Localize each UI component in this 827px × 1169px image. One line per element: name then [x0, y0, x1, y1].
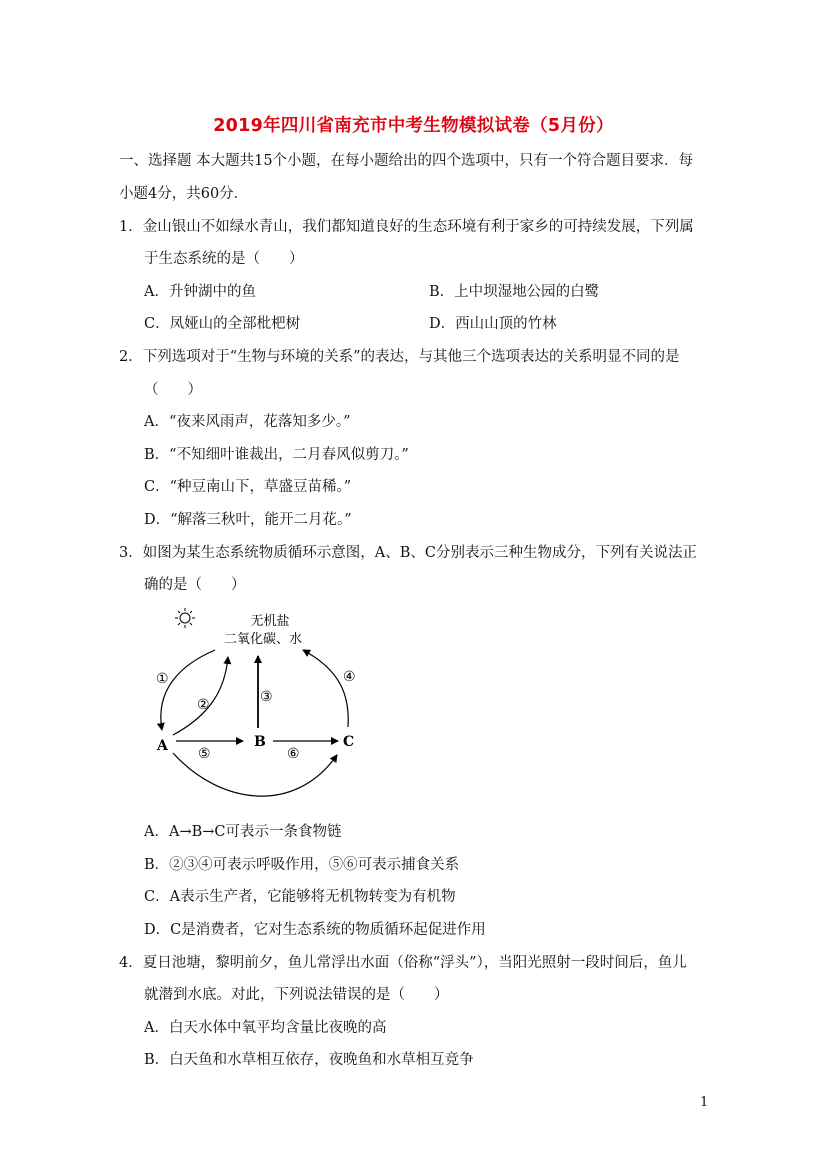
q4-option-a: A．白天水体中氧平均含量比夜晚的高 [144, 1020, 387, 1036]
page-number: 1 [700, 1095, 709, 1110]
node-c: C [343, 734, 355, 750]
node-b: B [254, 734, 266, 750]
q1-stem-line2: 于生态系统的是（ ） [144, 251, 304, 267]
q2-option-b: B．“不知细叶谁裁出，二月春风似剪刀。” [144, 447, 409, 463]
q4-stem-line1: 4．夏日池塘，黎明前夕，鱼儿常浮出水面（俗称“浮头”），当阳光照射一段时间后，鱼儿 [119, 955, 687, 971]
q3-option-d: D．C是消费者，它对生态系统的物质循环起促进作用 [144, 922, 486, 938]
q3-stem-line1: 3．如图为某生态系统物质循环示意图，A、B、C分别表示三种生物成分，下列有关说法正 [119, 545, 697, 561]
q4-stem-line2: 就潜到水底。对此，下列说法错误的是（ ） [144, 987, 449, 1003]
diagram-top-label-line2: 二氧化碳、水 [223, 632, 303, 647]
arrow-2 [173, 657, 228, 735]
arrow-4 [303, 650, 348, 727]
label-4: ④ [343, 669, 356, 685]
q1-option-d: D．西山山顶的竹林 [429, 316, 557, 332]
section-intro-line2: 小题4分，共60分． [119, 186, 249, 202]
node-a: A [157, 738, 168, 754]
sun-icon [175, 608, 195, 628]
q2-stem-line2: （ ） [144, 382, 202, 398]
label-6: ⑥ [287, 746, 300, 762]
q2-stem-line1: 2．下列选项对于“生物与环境的关系”的表达，与其他三个选项表达的关系明显不同的是 [119, 349, 680, 365]
label-1: ① [156, 671, 169, 687]
q3-option-a: A．A→B→C可表示一条食物链 [144, 824, 342, 840]
label-3: ③ [260, 689, 273, 705]
q1-option-c: C．凤娅山的全部枇杷树 [144, 316, 301, 332]
label-5: ⑤ [198, 746, 211, 762]
q1-option-b: B．上中坝湿地公园的白鹭 [429, 284, 600, 300]
section-intro-line1: 一、选择题 本大题共15个小题，在每小题给出的四个选项中，只有一个符合题目要求．每 [119, 153, 694, 169]
q2-option-c: C．“种豆南山下，草盛豆苗稀。” [144, 479, 352, 495]
q1-stem-line1: 1．金山银山不如绿水青山，我们都知道良好的生态环境有利于家乡的可持续发展，下列属 [119, 219, 694, 235]
q2-option-d: D．“解落三秋叶，能开二月花。” [144, 512, 352, 528]
q4-option-b: B．白天鱼和水草相互依存，夜晚鱼和水草相互竞争 [144, 1052, 474, 1068]
page-title: 2019年四川省南充市中考生物模拟试卷（5月份） [213, 116, 614, 136]
q3-stem-line2: 确的是（ ） [144, 577, 246, 593]
label-2: ② [197, 697, 210, 713]
q3-option-b: B．②③④可表示呼吸作用，⑤⑥可表示捕食关系 [144, 857, 460, 873]
q1-option-a: A．升钟湖中的鱼 [144, 284, 256, 300]
q2-option-a: A．“夜来风雨声，花落知多少。” [144, 414, 351, 430]
diagram-top-label-line1: 无机盐 [250, 614, 290, 629]
material-cycle-diagram [140, 600, 380, 810]
q3-option-c: C．A表示生产者，它能够将无机物转变为有机物 [144, 889, 456, 905]
arrow-1 [161, 650, 215, 730]
